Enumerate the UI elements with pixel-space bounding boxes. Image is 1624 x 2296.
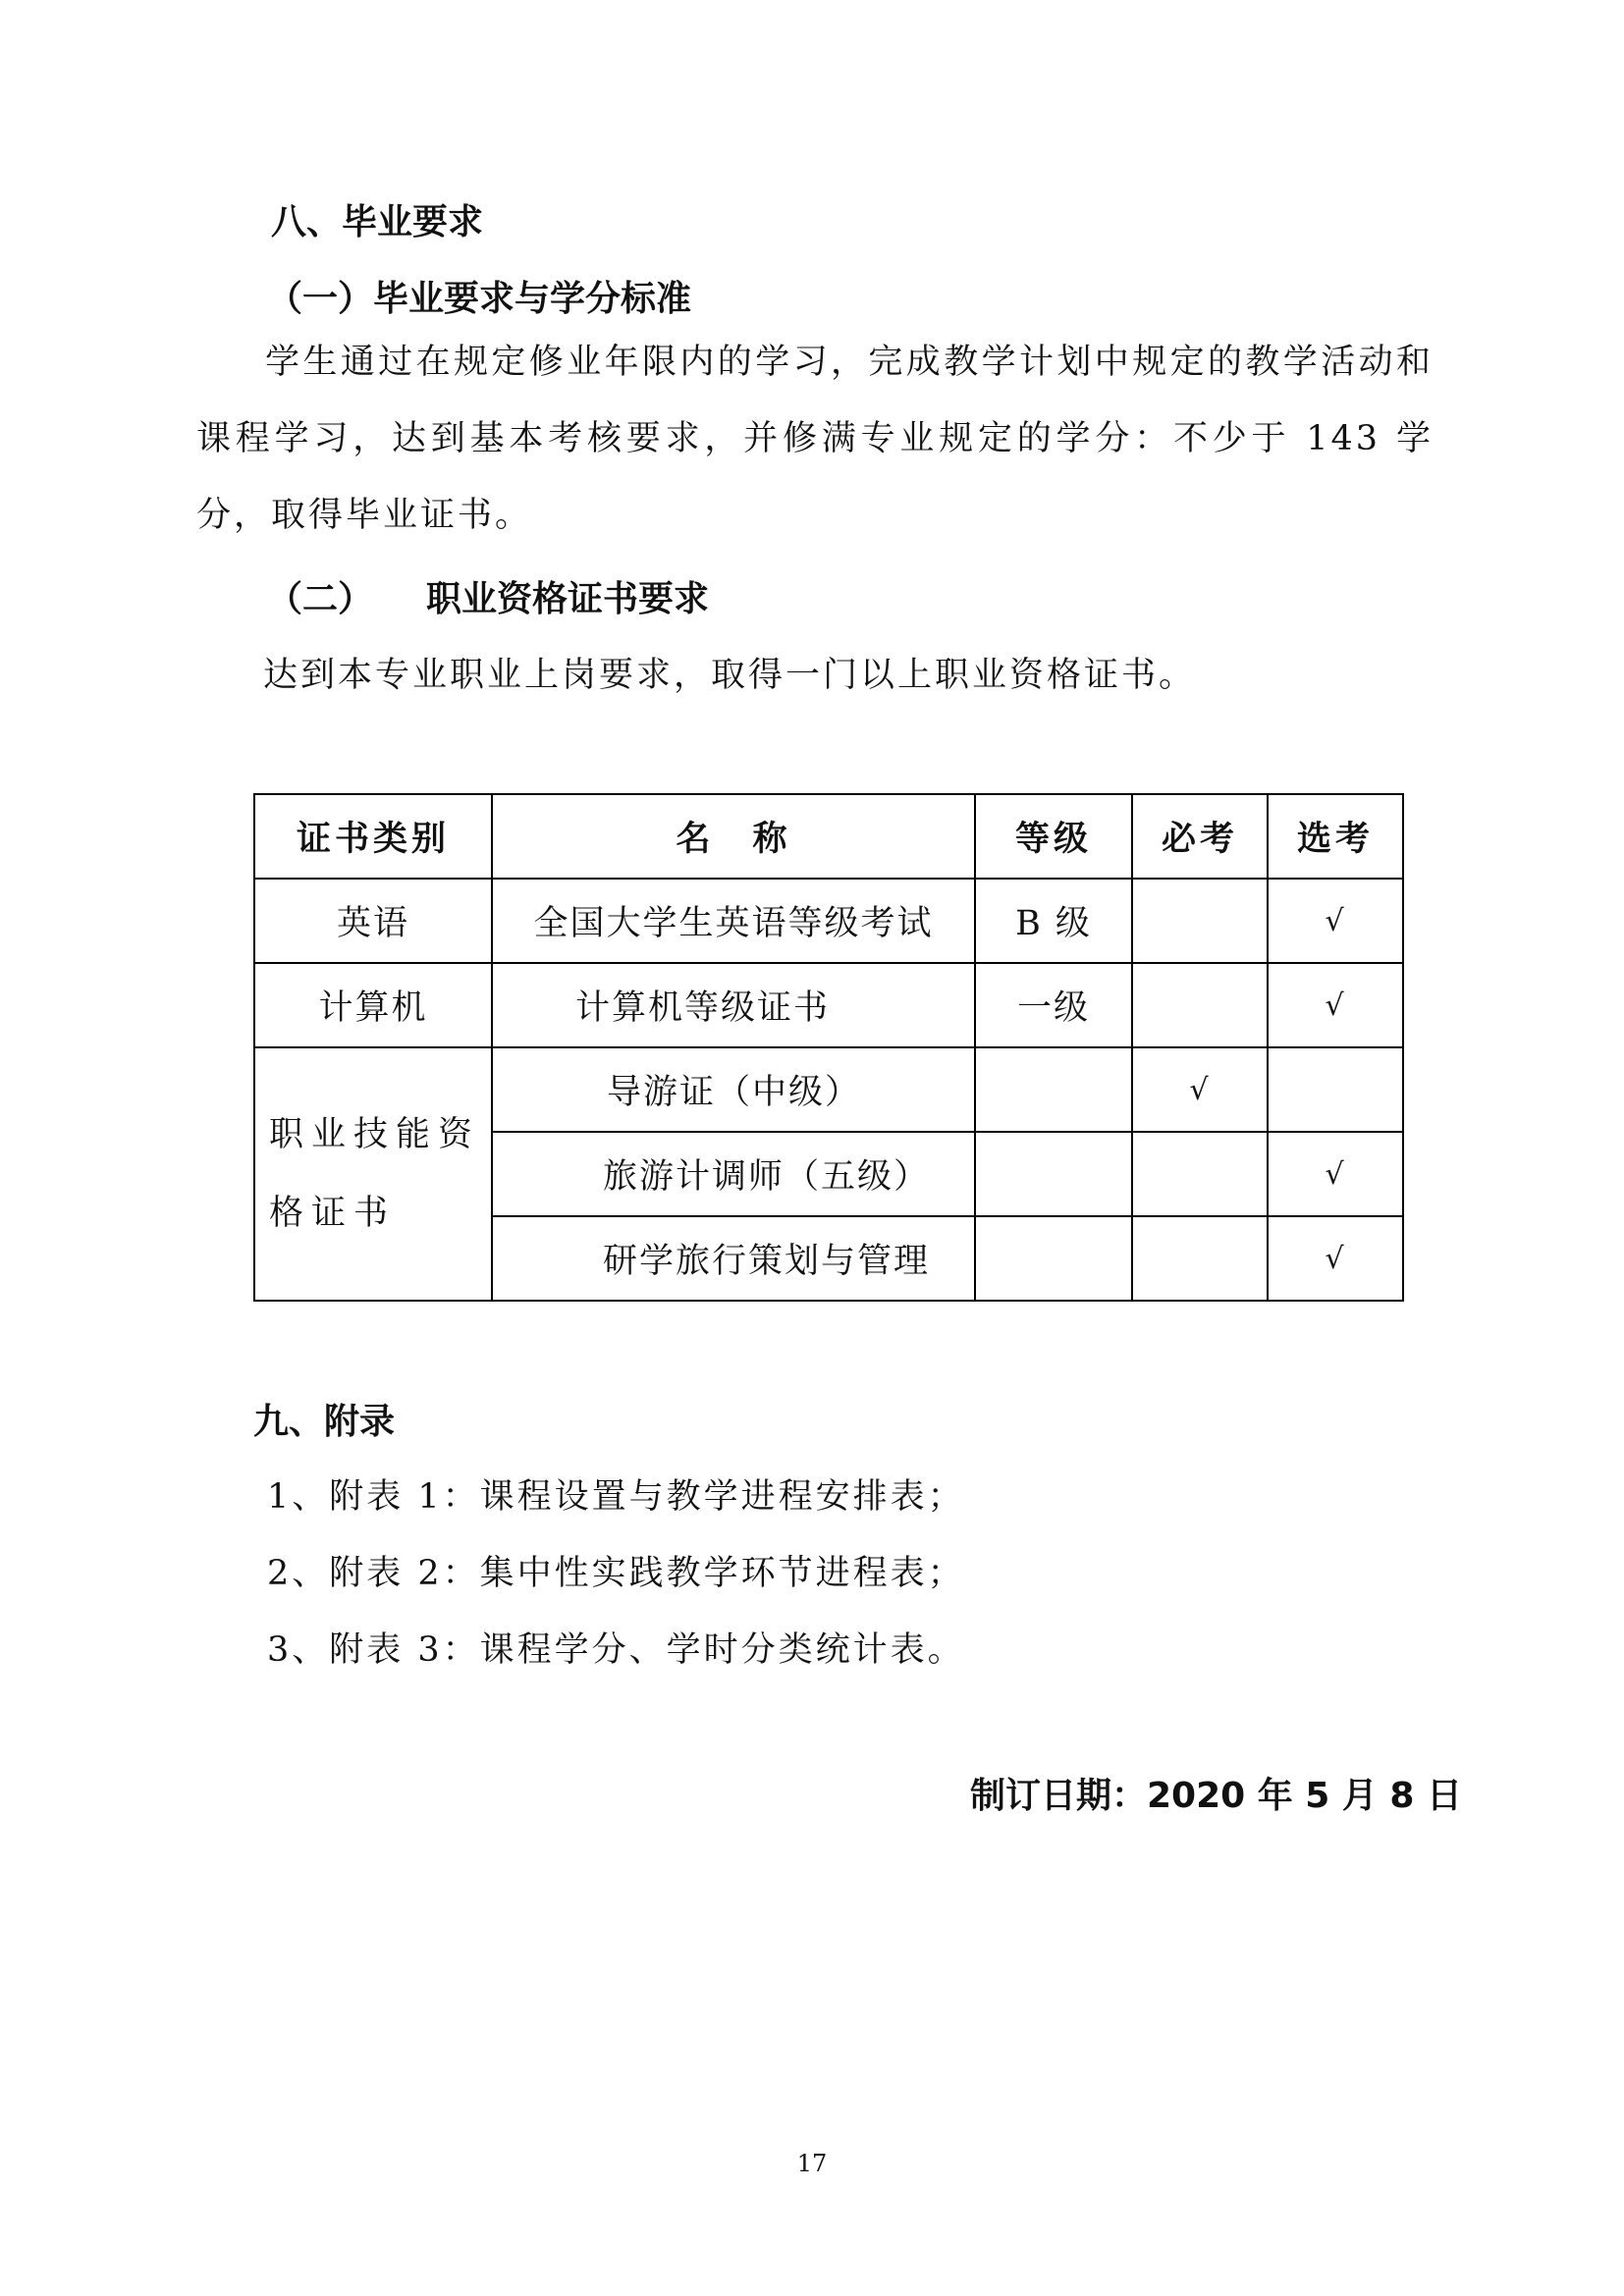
certificate-requirement-text: 达到本专业职业上岗要求，取得一门以上职业资格证书。 xyxy=(263,656,1197,695)
revision-date: 制订日期：2020 年 5 月 8 日 xyxy=(970,1776,1462,1816)
row-name: 研学旅行策划与管理 xyxy=(492,1216,975,1301)
section-8-2-heading: （二） 职业资格证书要求 xyxy=(267,579,710,619)
table-row xyxy=(254,1047,1403,1132)
header-category: 证书类别 xyxy=(254,794,492,879)
row-name: 计算机等级证书 xyxy=(492,963,975,1047)
row-level: B 级 xyxy=(975,879,1132,963)
row-required-check: √ xyxy=(1132,1047,1268,1132)
row-category: 计算机 xyxy=(254,963,492,1047)
header-name: 名 称 xyxy=(492,794,975,879)
appendix-item-1: 1、附表 1：课程设置与教学进程安排表； xyxy=(267,1477,965,1517)
header-level: 等级 xyxy=(975,794,1132,879)
row-category: 英语 xyxy=(254,879,492,963)
row-elective-check: √ xyxy=(1268,879,1403,963)
header-elective: 选考 xyxy=(1268,794,1403,879)
section-8-heading: 八、毕业要求 xyxy=(271,202,484,242)
row-name: 旅游计调师（五级） xyxy=(492,1132,975,1216)
row-elective-check: √ xyxy=(1268,1216,1403,1301)
table-row xyxy=(254,963,1403,1047)
section-8-1-heading: （一）毕业要求与学分标准 xyxy=(267,279,692,319)
row-elective xyxy=(1268,1047,1403,1132)
appendix-item-2: 2、附表 2：集中性实践教学环节进程表； xyxy=(267,1554,965,1593)
row-level xyxy=(975,1047,1132,1132)
table-header-row xyxy=(254,794,1403,879)
row-level xyxy=(975,1216,1132,1301)
row-required xyxy=(1132,1216,1268,1301)
page-number: 17 xyxy=(796,2150,828,2177)
row-category: 职业技能资格证书 xyxy=(254,1047,492,1301)
row-level: 一级 xyxy=(975,963,1132,1047)
header-required: 必考 xyxy=(1132,794,1268,879)
table-row xyxy=(254,879,1403,963)
certificate-table xyxy=(253,793,1404,1302)
row-elective-check: √ xyxy=(1268,1132,1403,1216)
section-9-heading: 九、附录 xyxy=(253,1402,396,1442)
row-required xyxy=(1132,879,1268,963)
row-required xyxy=(1132,963,1268,1047)
row-name: 全国大学生英语等级考试 xyxy=(492,879,975,963)
graduation-requirements-paragraph: 学生通过在规定修业年限内的学习，完成教学计划中规定的教学活动和课程学习，达到基本考核要求，并修满专业规定的学分：不少于 143 学分，取得毕业证书。 xyxy=(196,343,1434,535)
row-name: 导游证（中级） xyxy=(492,1047,975,1132)
appendix-item-3: 3、附表 3：课程学分、学时分类统计表。 xyxy=(267,1630,965,1670)
row-elective-check: √ xyxy=(1268,963,1403,1047)
row-level xyxy=(975,1132,1132,1216)
row-required xyxy=(1132,1132,1268,1216)
